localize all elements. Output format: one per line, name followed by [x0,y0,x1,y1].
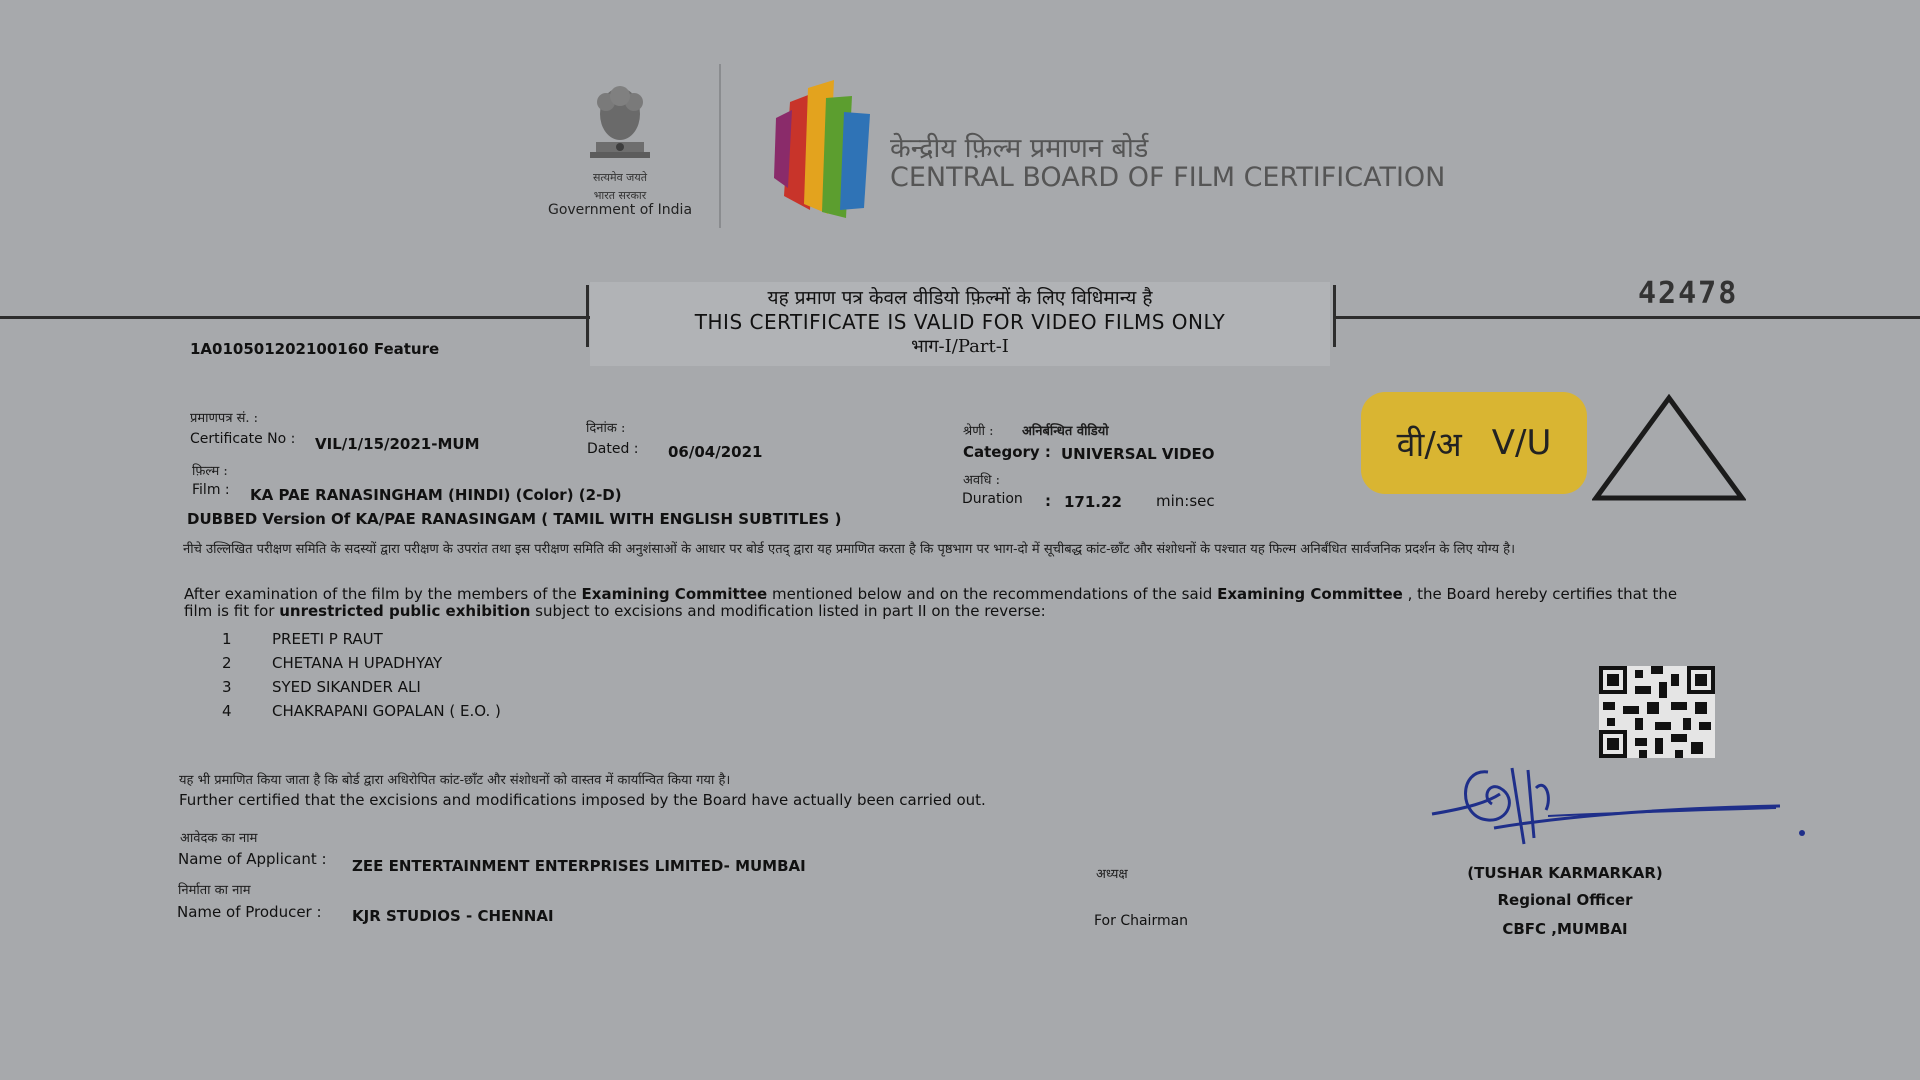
committee-member [222,630,383,648]
para-bold: Examining Committee [581,585,768,603]
triangle-icon [1592,394,1746,502]
chairman-label: For Chairman [1094,913,1189,929]
validity-banner [590,282,1330,366]
member-number: 3 [222,678,232,696]
applicant-name: ZEE ENTERTAINMENT ENTERPRISES LIMITED- MUMBAI [352,857,806,875]
header-divider [719,64,721,228]
emblem-motto: सत्यमेव जयते [592,171,647,184]
board-title-english: CENTRAL BOARD OF FILM CERTIFICATION [890,162,1446,193]
para-part: After examination of the film by the members of the [184,585,582,603]
applicant-label: Name of Applicant : [178,850,327,868]
para-part: subject to excisions and modification listed in part II on the reverse: [530,602,1046,620]
film-label: Film : [192,482,230,498]
category-value-hindi: अनिर्बन्धित वीडियो [1022,424,1109,439]
para-part: , the Board hereby certifies that the film is fit for [184,585,1678,620]
member-name: CHAKRAPANI GOPALAN ( E.O. ) [272,702,501,720]
board-title-hindi: केन्द्रीय फ़िल्म प्रमाणन बोर्ड [890,133,1149,164]
chairman-label-hindi: अध्यक्ष [1096,867,1128,882]
producer-label-hindi: निर्माता का नाम [178,883,251,898]
committee-member [222,654,442,672]
certificate-number: VIL/1/15/2021-MUM [315,435,480,453]
officer-signature [1428,758,1808,854]
government-english: Government of India [547,202,693,218]
committee-member [222,702,501,720]
rating-hindi: वी/अ [1396,425,1462,465]
officer-name: (TUSHAR KARMARKAR) [1467,864,1663,882]
right-rule-tick [1333,285,1336,347]
feature-code: 1A010501202100160 Feature [190,340,440,358]
dubbed-note: DUBBED Version Of KA/PAE RANASINGAM ( TAMIL WITH ENGLISH SUBTITLES ) [187,510,842,528]
validity-english: THIS CERTIFICATE IS VALID FOR VIDEO FILMS ONLY [694,310,1226,334]
member-name: SYED SIKANDER ALI [272,678,421,696]
qr-code-icon [1599,665,1715,759]
rating-badge [1361,392,1587,494]
applicant-label-hindi: आवेदक का नाम [180,831,258,846]
member-number: 2 [222,654,232,672]
category-label: Category : [963,443,1051,461]
member-name: CHETANA H UPADHYAY [272,654,443,672]
certificate-label-hindi: प्रमाणपत्र सं. : [190,411,259,426]
government-hindi: भारत सरकार [593,189,647,202]
cbfc-logo-icon [770,78,880,220]
national-emblem-icon [578,82,662,176]
duration-value: 171.22 [1064,493,1122,511]
duration-label-hindi: अवधि : [963,473,1001,488]
serial-number: 42478 [1638,276,1739,311]
right-rule [1334,316,1920,319]
producer-name: KJR STUDIOS - CHENNAI [352,907,554,925]
category-label-hindi: श्रेणी : [963,424,994,439]
rating-english: V/U [1491,423,1552,463]
duration-colon: : [1045,492,1051,510]
further-certified-hindi: यह भी प्रमाणित किया जाता है कि बोर्ड द्वारा अधिरोपित कांट-छाँट और संशोधनों को वास्तव में कार्यान्वित किया गया है। [179,773,731,788]
certificate-label: Certificate No : [190,431,296,447]
validity-hindi: यह प्रमाण पत्र केवल वीडियो फ़िल्मों के लिए विधिमान्य है [767,287,1153,309]
further-certified: Further certified that the excisions and modifications imposed by the Board have actually been carried out. [179,791,986,809]
duration-unit: min:sec [1156,492,1215,510]
producer-label: Name of Producer : [177,903,322,921]
officer-office: CBFC ,MUMBAI [1502,920,1628,938]
film-title: KA PAE RANASINGHAM (HINDI) (Color) (2-D) [250,486,622,504]
member-name: PREETI P RAUT [272,630,383,648]
film-label-hindi: फ़िल्म : [192,464,228,479]
member-number: 4 [222,702,232,720]
certification-text-hindi: नीचे उल्लिखित परीक्षण समिति के सदस्यों द्वारा परीक्षण के उपरांत तथा इस परीक्षण समिति की अनुशंसाओं के आधार पर बोर्ड एतद् द्वारा यह प्रमाणित करता है कि पृष्ठभाग पर भाग-दो में सूचीबद्ध कांट-छाँट और संशोधनों के पश्चात यह फिल्म अनिर्बंधित सार्वजनिक प्रदर्शन के लिए योग्य है। [183,542,1515,557]
committee-member [222,678,421,696]
para-bold: Examining Committee [1217,585,1403,603]
left-rule-tick [586,285,589,347]
part-label: भाग-I/Part-I [911,336,1009,357]
certificate-date: 06/04/2021 [668,443,763,461]
dated-label-hindi: दिनांक : [586,421,626,436]
category-value: UNIVERSAL VIDEO [1061,445,1215,463]
certification-text [184,586,1694,620]
duration-label: Duration [962,491,1023,507]
dated-label: Dated : [587,441,639,457]
para-bold: unrestricted public exhibition [279,602,531,620]
left-rule [0,316,590,319]
member-number: 1 [222,630,232,648]
officer-title: Regional Officer [1497,891,1633,909]
para-part: mentioned below and on the recommendations of the said [767,585,1218,603]
